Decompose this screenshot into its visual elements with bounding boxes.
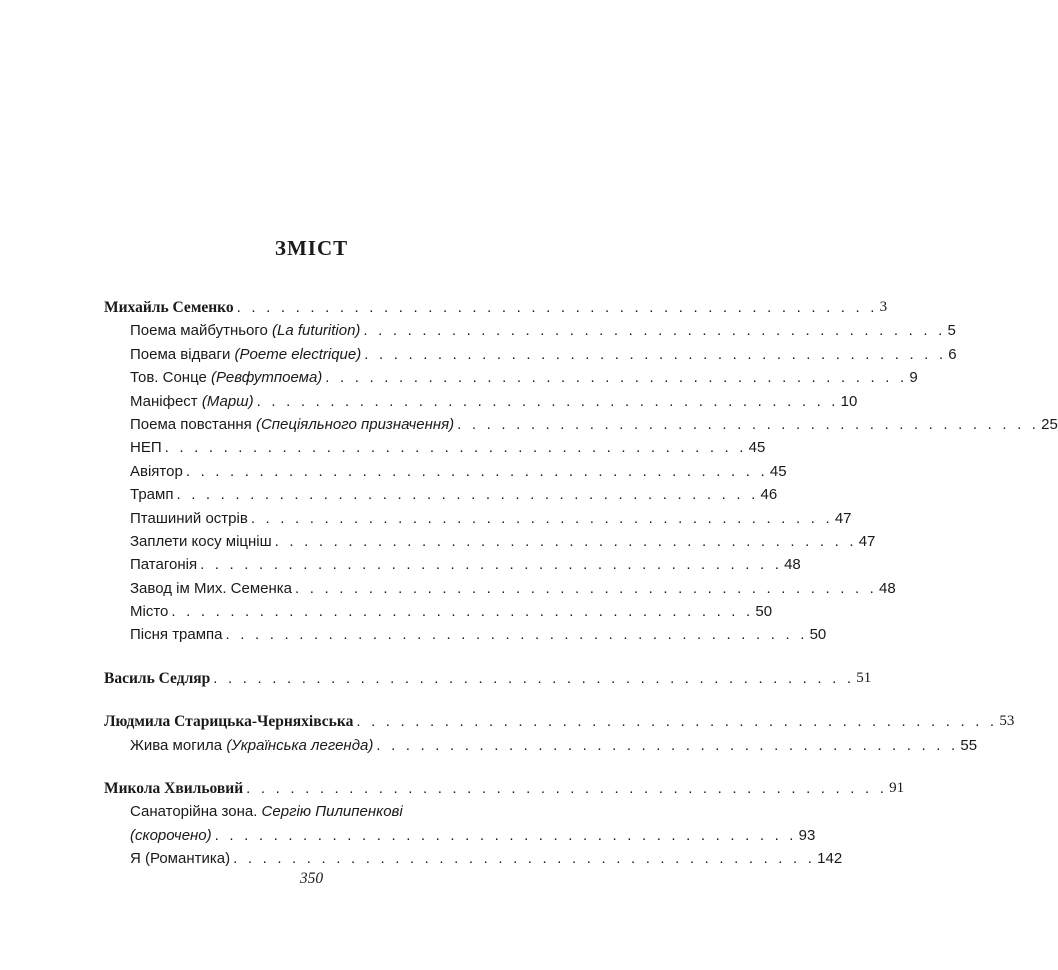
- toc-work-entry[interactable]: [104, 390, 858, 413]
- dot-leader: . . . . . . . . . . . . . . . . . . . . . . . . . . . . . . . . . . . . . . . . . . . .: [356, 713, 998, 731]
- toc-work-entry[interactable]: [104, 824, 816, 847]
- toc-work-entry[interactable]: [104, 319, 956, 342]
- section-gap: [104, 647, 564, 667]
- toc-work-entry[interactable]: [104, 553, 801, 576]
- work-title: Маніфест (Марш): [130, 392, 254, 410]
- work-title: Тов. Сонце (Ревфутпоема): [130, 369, 323, 387]
- toc-work-entry[interactable]: [104, 734, 978, 757]
- page-number: 91: [889, 780, 905, 797]
- page-number: 10: [840, 392, 858, 410]
- work-title: Я (Романтика): [130, 850, 231, 868]
- page-number-footer: 350: [299, 870, 324, 887]
- dot-leader: . . . . . . . . . . . . . . . . . . . . . . . . . . . . . . . . . . . . . . . .: [233, 850, 816, 868]
- toc-work-entry[interactable]: [104, 623, 827, 646]
- work-title: Трамп: [130, 486, 174, 504]
- page-number: 25: [1041, 415, 1058, 433]
- work-subtitle: (Українська легенда): [226, 736, 374, 754]
- author-name: Василь Седляр: [104, 669, 211, 687]
- work-title-continuation: (скорочено): [130, 826, 212, 844]
- page-number: 55: [960, 736, 978, 754]
- section-gap: [104, 757, 564, 777]
- work-title: Місто: [130, 603, 169, 621]
- toc-work-entry[interactable]: [104, 847, 843, 870]
- author-name: Михайль Семенко: [104, 298, 234, 316]
- work-title: Заплети косу міцніш: [130, 532, 272, 550]
- page-number: 48: [784, 556, 801, 574]
- page-title: ЗМІСТ: [274, 236, 349, 260]
- dot-leader: . . . . . . . . . . . . . . . . . . . . . . . . . . . . . . . . . . . . . . . .: [457, 415, 1040, 433]
- toc-work-entry[interactable]: [104, 483, 778, 506]
- author-name: Микола Хвильовий: [104, 780, 244, 798]
- page-number: 47: [858, 532, 876, 550]
- dot-leader: . . . . . . . . . . . . . . . . . . . . . . . . . . . . . . . . . . . . . . . .: [176, 486, 759, 504]
- dot-leader: . . . . . . . . . . . . . . . . . . . . . . . . . . . . . . . . . . . . . . . .: [200, 556, 783, 574]
- toc-work-entry[interactable]: [104, 507, 852, 530]
- toc-work-entry[interactable]: [104, 530, 876, 553]
- page-number: 9: [909, 369, 918, 387]
- work-subtitle: (La futurition): [272, 322, 361, 340]
- page-number: 3: [879, 298, 888, 315]
- toc-work-entry[interactable]: [104, 343, 957, 366]
- work-subtitle: (Спеціяльного призначення): [255, 415, 455, 433]
- dot-leader: . . . . . . . . . . . . . . . . . . . . . . . . . . . . . . . . . . . . . . . .: [256, 392, 839, 410]
- page-number: 142: [817, 850, 843, 868]
- toc-author-entry[interactable]: [104, 667, 872, 690]
- page-number: 46: [760, 486, 778, 504]
- work-title: Пташиний острів: [130, 509, 248, 527]
- page-number: 6: [948, 345, 957, 363]
- dot-leader: . . . . . . . . . . . . . . . . . . . . . . . . . . . . . . . . . . . . . . . .: [225, 626, 808, 644]
- work-title: Поема відваги (Poeme electrique): [130, 345, 362, 363]
- toc-author-entry[interactable]: [104, 777, 905, 800]
- work-title: НЕП: [130, 439, 162, 457]
- dot-leader: . . . . . . . . . . . . . . . . . . . . . . . . . . . . . . . . . . . . . . . . . . . .: [213, 669, 855, 687]
- toc-work-entry[interactable]: [104, 460, 787, 483]
- dot-leader: . . . . . . . . . . . . . . . . . . . . . . . . . . . . . . . . . . . . . . . . . . . .: [236, 298, 878, 316]
- work-title: Поема повстання (Спеціяльного призначення): [130, 415, 455, 433]
- section-gap: [104, 690, 564, 710]
- page-number: 53: [999, 713, 1015, 730]
- dot-leader: . . . . . . . . . . . . . . . . . . . . . . . . . . . . . . . . . . . . . . . .: [325, 369, 908, 387]
- work-title: Патагонія: [130, 556, 198, 574]
- work-title: Поема майбутнього (La futurition): [130, 322, 361, 340]
- toc-work-entry[interactable]: [104, 436, 766, 459]
- toc-author-entry[interactable]: [104, 710, 1015, 733]
- dot-leader: . . . . . . . . . . . . . . . . . . . . . . . . . . . . . . . . . . . . . . . .: [274, 532, 857, 550]
- dot-leader: . . . . . . . . . . . . . . . . . . . . . . . . . . . . . . . . . . . . . . . .: [171, 603, 754, 621]
- dot-leader: . . . . . . . . . . . . . . . . . . . . . . . . . . . . . . . . . . . . . . . .: [185, 462, 768, 480]
- dot-leader: . . . . . . . . . . . . . . . . . . . . . . . . . . . . . . . . . . . . . . . .: [363, 322, 946, 340]
- work-title: Авіятор: [130, 462, 183, 480]
- dot-leader: . . . . . . . . . . . . . . . . . . . . . . . . . . . . . . . . . . . . . . . . . . . .: [246, 780, 888, 798]
- dot-leader: . . . . . . . . . . . . . . . . . . . . . . . . . . . . . . . . . . . . . . . .: [214, 826, 797, 844]
- dot-leader: . . . . . . . . . . . . . . . . . . . . . . . . . . . . . . . . . . . . . . . .: [164, 439, 747, 457]
- work-title: Жива могила (Українська легенда): [130, 736, 374, 754]
- page-number: 45: [769, 462, 787, 480]
- work-title: Санаторійна зона.: [130, 803, 262, 821]
- toc-work-entry[interactable]: [104, 577, 896, 600]
- page-number: 5: [947, 322, 956, 340]
- page-number: 51: [856, 669, 872, 686]
- page-number: 50: [755, 603, 773, 621]
- dot-leader: . . . . . . . . . . . . . . . . . . . . . . . . . . . . . . . . . . . . . . . .: [376, 736, 959, 754]
- work-subtitle: Сергію Пилипенкові: [261, 803, 403, 821]
- dot-leader: . . . . . . . . . . . . . . . . . . . . . . . . . . . . . . . . . . . . . . . .: [295, 579, 878, 597]
- toc-work-entry[interactable]: [104, 366, 918, 389]
- page-number: 47: [834, 509, 852, 527]
- work-subtitle: (Марш): [201, 392, 254, 410]
- work-title: Пісня трампа: [130, 626, 223, 644]
- page-number: 48: [879, 579, 896, 597]
- work-subtitle: (Ревфутпоема): [211, 369, 323, 387]
- page-number: 93: [798, 826, 816, 844]
- work-title: Завод ім Мих. Семенка: [130, 579, 293, 597]
- dot-leader: . . . . . . . . . . . . . . . . . . . . . . . . . . . . . . . . . . . . . . . .: [364, 345, 947, 363]
- page-number: 50: [809, 626, 827, 644]
- page-number: 45: [748, 439, 766, 457]
- author-name: Людмила Старицька-Черняхівська: [104, 713, 354, 731]
- toc-work-entry[interactable]: [104, 413, 1058, 436]
- table-of-contents: [104, 296, 1058, 871]
- toc-work-entry[interactable]: [104, 600, 773, 623]
- toc-author-entry[interactable]: [104, 296, 888, 319]
- toc-work-title-line[interactable]: [104, 800, 564, 823]
- dot-leader: . . . . . . . . . . . . . . . . . . . . . . . . . . . . . . . . . . . . . . . .: [250, 509, 833, 527]
- work-subtitle: (Poeme electrique): [234, 345, 362, 363]
